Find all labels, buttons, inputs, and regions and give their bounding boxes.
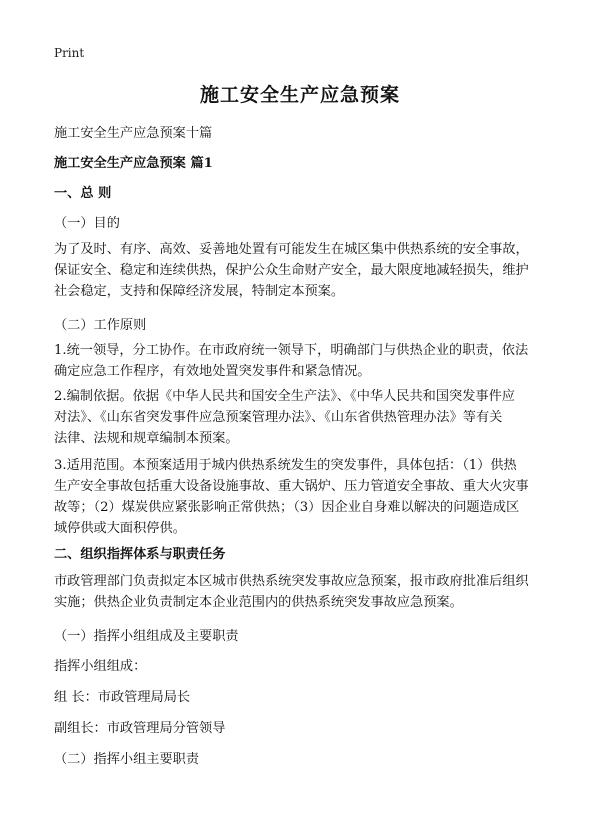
paragraph-line: 对法》、《山东省突发事件应急预案管理办法》、《山东省供热管理办法》等有关 — [54, 410, 503, 425]
section-2-1-heading: （一）指挥小组组成及主要职责 — [54, 629, 239, 644]
paragraph-line: 市政管理部门负责拟定本区城市供热系统突发事故应急预案，报市政府批准后组织 — [54, 574, 529, 589]
paragraph-line: 3.适用范围。本预案适用于城内供热系统发生的突发事件，具体包括：（1）供热 — [54, 458, 517, 473]
section-2-heading: 二、组织指挥体系与职责任务 — [54, 547, 226, 562]
paragraph-line: 2.编制依据。依据《中华人民共和国安全生产法》、《中华人民共和国突发事件应 — [54, 389, 515, 404]
paragraph-line: 为了及时、有序、高效、妥善地处置有可能发生在城区集中供热系统的安全事故， — [54, 242, 529, 257]
section-1-2-heading: （二）工作原则 — [54, 318, 147, 333]
principle-2-paragraph — [54, 386, 554, 449]
paragraph-line: 社会稳定，支持和保障经济发展，特制定本预案。 — [54, 284, 345, 299]
paragraph-line: 生产安全事故包括重大设备设施事故、重大锅炉、压力管道安全事故、重大火灾事 — [54, 479, 529, 494]
document-subtitle: 施工安全生产应急预案十篇 — [54, 126, 213, 141]
print-label: Print — [54, 46, 85, 60]
paragraph-line: 确定应急工作程序，有效地处置突发事件和紧急情况。 — [54, 364, 371, 379]
organization-paragraph — [54, 571, 554, 613]
paragraph-line: 域停供或大面积停供。 — [54, 521, 186, 536]
paragraph-line: 1.统一领导，分工协作。在市政府统一领导下，明确部门与供热企业的职责，依法 — [54, 343, 529, 358]
paragraph-line: 实施；供热企业负责制定本企业范围内的供热系统突发事故应急预案。 — [54, 595, 463, 610]
section-1-1-heading: （一）目的 — [54, 216, 120, 231]
principle-3-paragraph — [54, 455, 554, 539]
principle-1-paragraph — [54, 340, 554, 382]
paragraph-line: 保证安全、稳定和连续供热，保护公众生命财产安全，最大限度地减轻损失，维护 — [54, 263, 529, 278]
document-title: 施工安全生产应急预案 — [199, 84, 400, 106]
section-2-2-heading: （二）指挥小组主要职责 — [54, 752, 200, 767]
section-1-heading: 一、总 则 — [54, 186, 112, 201]
group-intro: 指挥小组组成： — [54, 659, 147, 674]
piece-heading: 施工安全生产应急预案 篇1 — [54, 156, 213, 171]
paragraph-line: 法律、法规和规章编制本预案。 — [54, 431, 239, 446]
group-leader: 组 长：市政管理局局长 — [54, 690, 191, 705]
paragraph-line: 故等；（2）煤炭供应紧张影响正常供热；（3）因企业自身难以解决的问题造成区 — [54, 500, 520, 515]
group-deputy: 副组长：市政管理局分管领导 — [54, 721, 226, 736]
purpose-paragraph — [54, 239, 554, 302]
